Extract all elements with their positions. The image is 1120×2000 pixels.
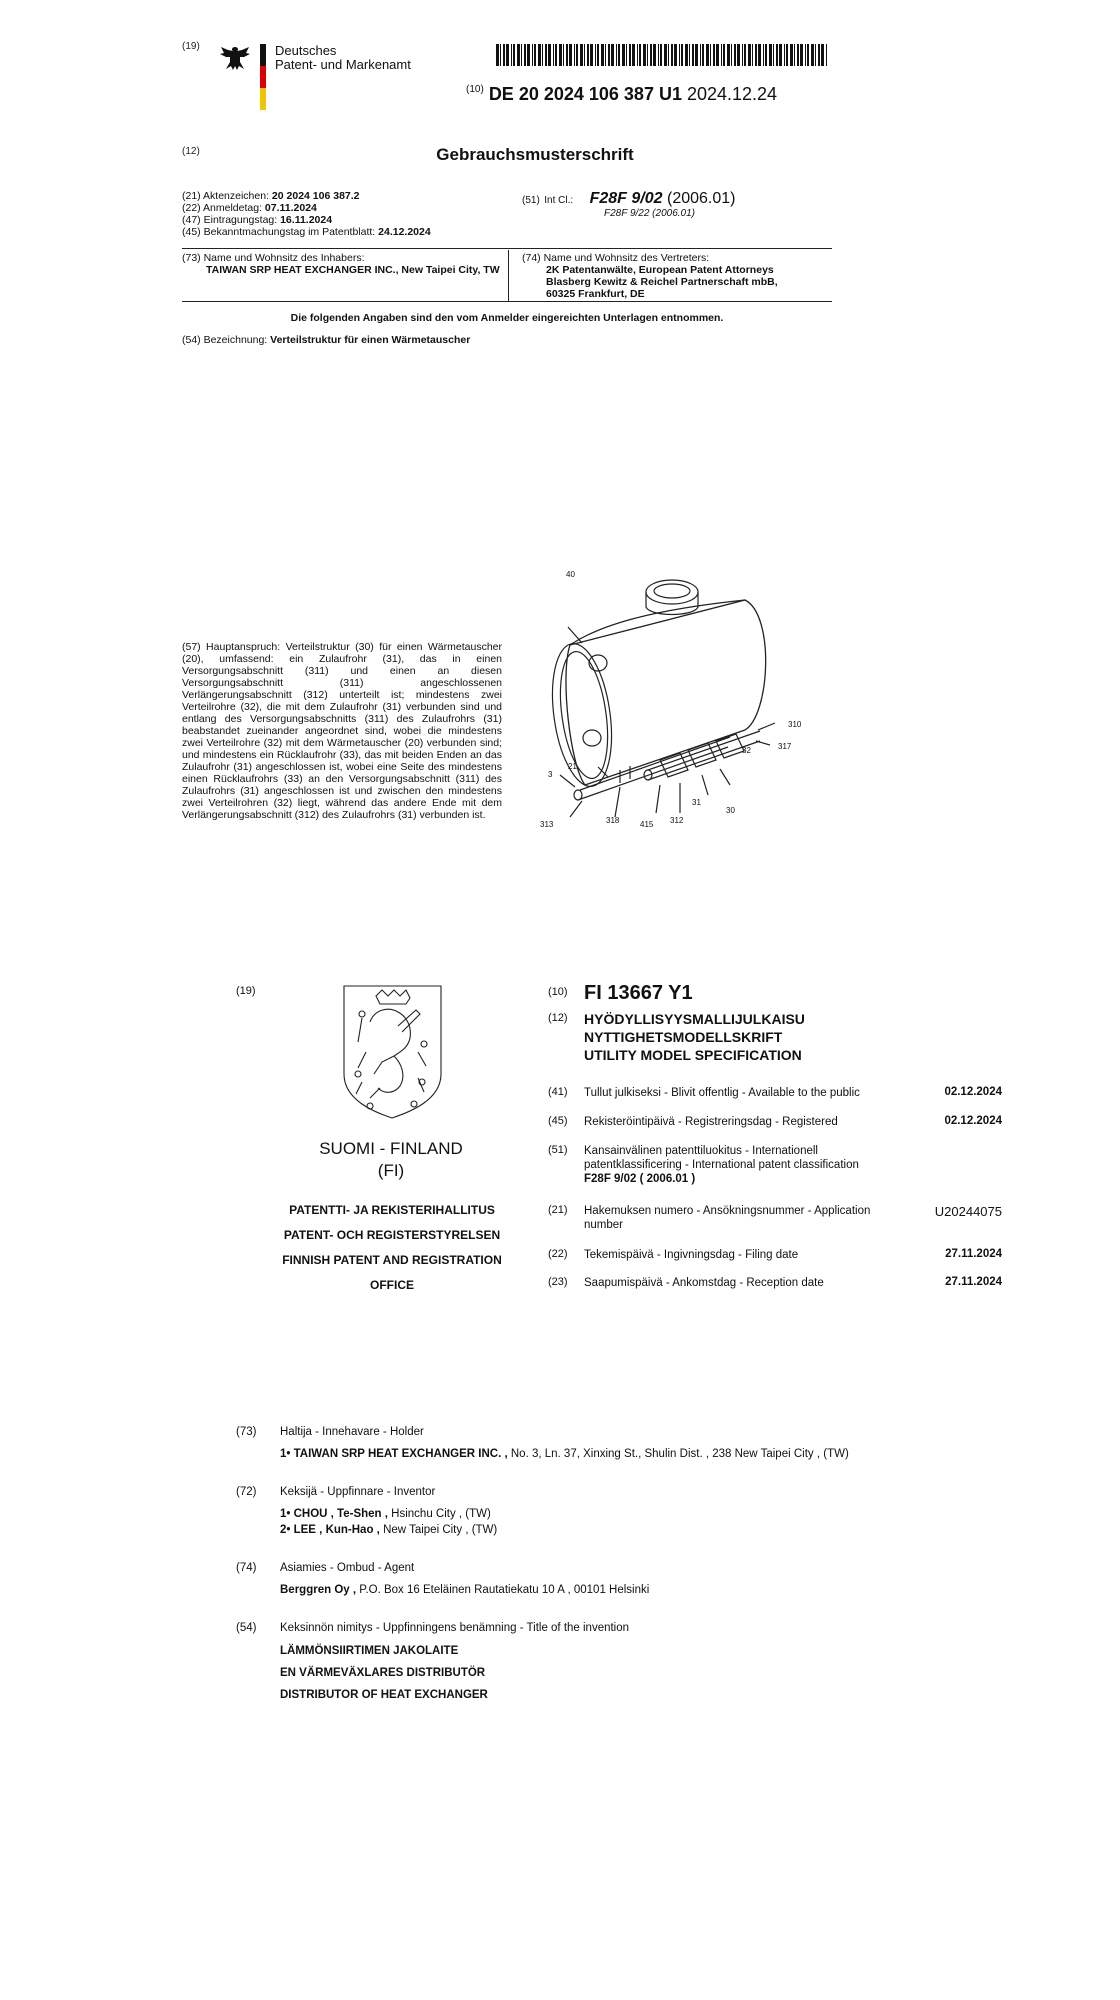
- de-ipc-classification: (51) Int Cl.: F28F 9/02 (2006.01) F28F 9/22 (2006.01): [522, 190, 736, 219]
- fi-holder: (73) Haltija - Innehavare - Holder 1• TAIWAN SRP HEAT EXCHANGER INC. , No. 3, Ln. 37, Xinxing St., Shulin Dist. , 238 New Taipei City , (TW): [236, 1426, 849, 1460]
- fi-code-12: (12): [548, 1012, 568, 1024]
- german-flag-stripe: [260, 44, 266, 110]
- drawing-label: 415: [640, 820, 654, 829]
- de-document-type: Gebrauchsmusterschrift: [436, 145, 634, 164]
- fi-title: (54) Keksinnön nimitys - Uppfinningens benämning - Title of the invention LÄMMÖNSIIRTIMEN JAKOLAITE EN VÄRMEVÄXLARES DISTRIBUTÖR DISTRIBUTOR OF HEAT EXCHANGER: [236, 1622, 630, 1701]
- de-title: (54) Bezeichnung: Verteilstruktur für einen Wärmetauscher: [182, 334, 471, 346]
- divider: [182, 301, 832, 302]
- heat-exchanger-drawing: [530, 555, 830, 845]
- drawing-label: 318: [606, 816, 620, 825]
- de-code-19: (19): [182, 41, 200, 52]
- fi-ipc-value: F28F 9/02 ( 2006.01 ): [584, 1173, 696, 1185]
- drawing-label: 312: [670, 816, 684, 825]
- drawing-label: 30: [726, 806, 735, 815]
- fi-code-10: (10): [548, 986, 568, 998]
- de-biblio-row: (21) Aktenzeichen: 20 2024 106 387.2: [182, 190, 360, 202]
- divider: [182, 248, 832, 249]
- de-code-12: (12): [182, 146, 200, 157]
- drawing-label: 310: [788, 720, 802, 729]
- fi-code-19: (19): [236, 985, 256, 997]
- drawing-label: 40: [566, 570, 575, 579]
- drawing-label: 31: [692, 798, 701, 807]
- de-bibliographic-data: [182, 190, 431, 238]
- fi-agent: (74) Asiamies - Ombud - Agent Berggren Oy , P.O. Box 16 Eteläinen Rautatiekatu 10 A , 00101 Helsinki: [236, 1562, 650, 1596]
- eagle-emblem-icon: [218, 44, 252, 72]
- de-representative: (74) Name und Wohnsitz des Vertreters: 2K Patentanwälte, European Patent Attorneys Blasberg Kewitz & Reichel Partnerschaft mbB, 60325 Frankfurt, DE: [522, 252, 778, 300]
- de-office-name: Deutsches Patent- und Markenamt: [275, 43, 411, 72]
- de-main-claim: (57) Hauptanspruch: Verteilstruktur (30) für einen Wärmetauscher (20), umfassend: ein Zulaufrohr (31), das in einen Versorgungsabschnitt (311) und einen an diesen Versorgungsabschnitt (311) angeschlossenen Verlängerungsabschnitt (312) unterteilt ist; mindestens zwei Verteilrohre (32), die mit dem Zulaufrohr (31) verbunden sind und entlang des Versorgungsabschnitts (311) des Zulaufrohrs (31) beabstandet zueinander angeordnet sind, wobei die mindestens zwei Verteilrohre (32) mit dem Wärmetauscher (20) verbunden sind; und mindestens ein Rücklaufrohr (33), das mit beiden Enden an das Zulaufrohr (31) angeschlossen ist, wobei eine Seite des mindestens einen Rücklaufrohrs (33) an den Versorgungsabschnitt (311) des Zulaufrohrs (31) angeschlossen ist und zwischen den mindestens zwei Verteilrohren (32) liegt, während das andere Ende mit dem Verlängerungsabschnitt (312) des Zulaufrohrs (31) verbunden ist.: [182, 641, 502, 821]
- fi-country: SUOMI - FINLAND (FI): [319, 1139, 463, 1180]
- drawing-label: 21: [568, 762, 577, 771]
- fi-office-name: PATENTTI- JA REKISTERIHALLITUS PATENT- OCH REGISTERSTYRELSEN FINNISH PATENT AND REGISTRATION OFFICE: [282, 1203, 502, 1292]
- drawing-label: 32: [742, 746, 751, 755]
- drawing-label: 317: [778, 742, 792, 751]
- drawing-label: 313: [540, 820, 554, 829]
- finnish-coat-of-arms-icon: [340, 982, 445, 1120]
- de-biblio-row: (22) Anmeldetag: 07.11.2024: [182, 202, 317, 214]
- de-biblio-row: (45) Bekanntmachungstag im Patentblatt: 24.12.2024: [182, 226, 431, 238]
- drawing-label: 3: [548, 770, 553, 779]
- de-holder: (73) Name und Wohnsitz des Inhabers: TAIWAN SRP HEAT EXCHANGER INC., New Taipei City, TW: [182, 252, 500, 276]
- de-publication-number: $^{(10)}$ DE 20 2024 106 387 U1 2024.12.24: [466, 84, 778, 104]
- de-applicant-note: Die folgenden Angaben sind den vom Anmelder eingereichten Unterlagen entnommen.: [290, 312, 724, 324]
- fi-inventor: (72) Keksijä - Uppfinnare - Inventor 1• CHOU , Te-Shen , Hsinchu City , (TW) 2• LEE , Kun-Hao , New Taipei City , (TW): [236, 1486, 498, 1536]
- barcode-icon: [496, 44, 830, 66]
- divider: [508, 250, 509, 302]
- fi-publication-number: FI 13667 Y1: [584, 982, 693, 1004]
- de-biblio-row: (47) Eintragungstag: 16.11.2024: [182, 214, 333, 226]
- fi-document-kind: HYÖDYLLISYYSMALLIJULKAISU NYTTIGHETSMODELLSKRIFT UTILITY MODEL SPECIFICATION: [584, 1011, 805, 1063]
